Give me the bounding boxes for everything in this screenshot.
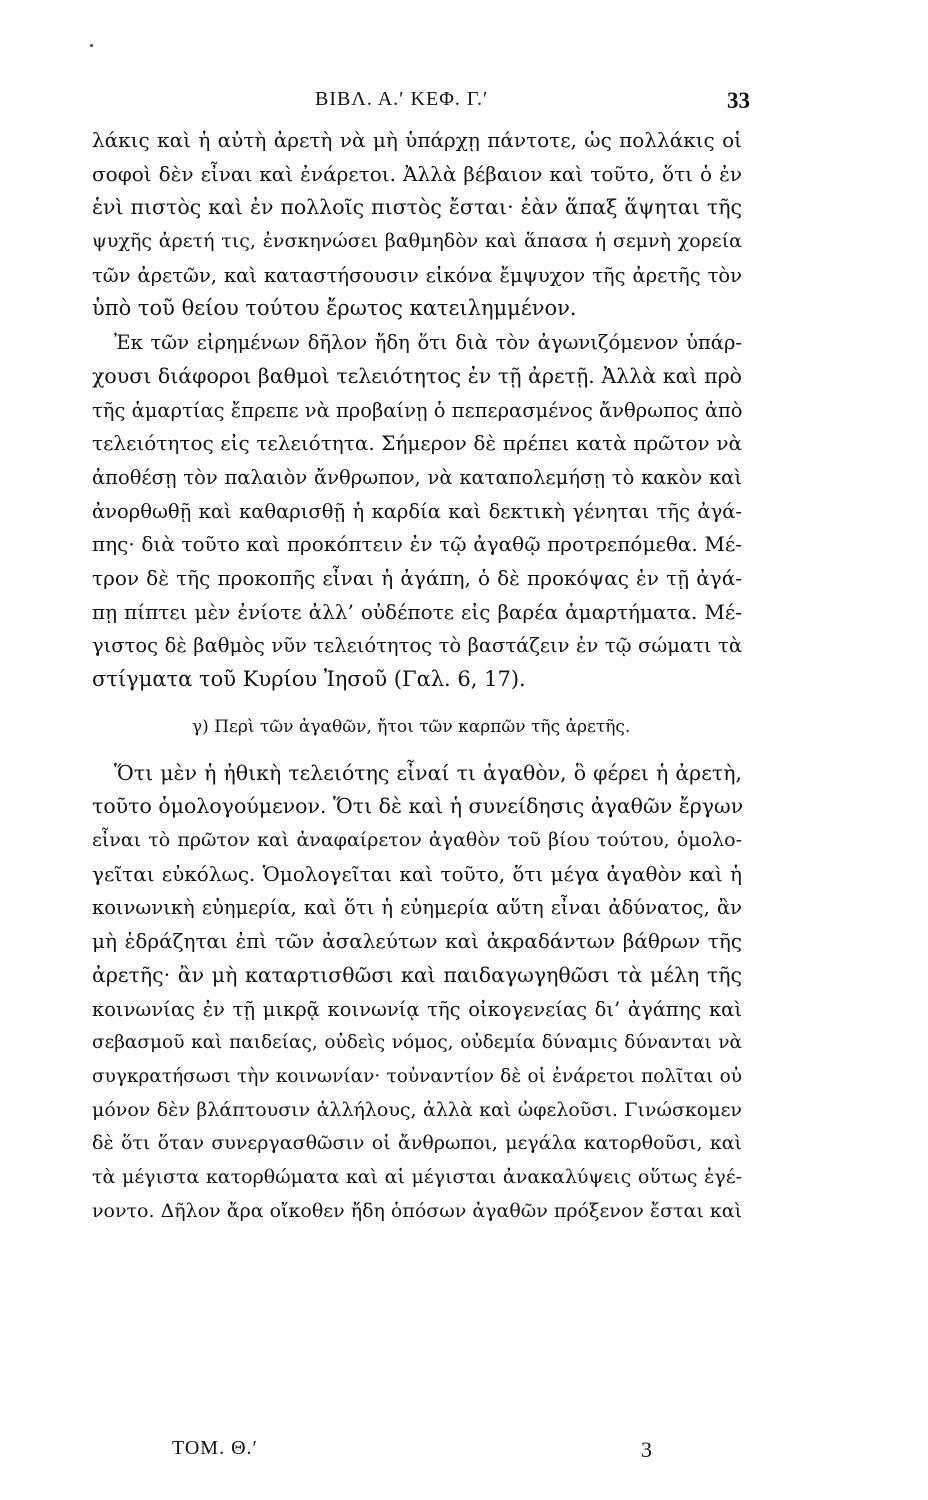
paragraph-start-line: Ἐκ τῶν εἰρημένων δῆλον ἤδη ὅτι διὰ τὸν ἀγωνιζόμενον ὑπάρ- bbox=[114, 331, 742, 355]
text-line: τῶν ἀρετῶν, καὶ καταστήσουσιν εἰκόνα ἔμψυχον τῆς ἀρετῆς τὸν bbox=[92, 263, 742, 287]
text-line: κοινωνικὴ εὐημερία, καὶ ὅτι ἡ εὐημερία αὕτη εἶναι ἀδύνατος, ἂν bbox=[92, 896, 742, 920]
text-line: τρον δὲ τῆς προκοπῆς εἶναι ἡ ἀγάπη, ὁ δὲ προκόψας ἐν τῇ ἀγά- bbox=[92, 565, 742, 590]
paragraph-start-line: Ὅτι μὲν ἡ ἠθικὴ τελειότης εἶναί τι ἀγαθὸν, ὃ φέρει ἡ ἀρετὴ, bbox=[114, 760, 742, 785]
body-text bbox=[92, 124, 742, 1228]
page-header bbox=[90, 84, 750, 114]
text-line: εἶναι τὸ πρῶτον καὶ ἀναφαίρετον ἀγαθὸν τοῦ βίου τούτου, ὁμολο- bbox=[92, 829, 742, 852]
text-line: συγκρατήσωσι τὴν κοινωνίαν· τοὐναντίον δὲ οἱ ἐνάρετοι πολῖται οὐ bbox=[92, 1065, 742, 1087]
page-number: 33 bbox=[727, 88, 750, 113]
text-line: χουσι διάφοροι βαθμοὶ τελειότητος ἐν τῇ ἀρετῇ. Ἀλλὰ καὶ πρὸ bbox=[92, 363, 742, 388]
text-line: κοινωνίας ἐν τῇ μικρᾷ κοινωνίᾳ τῆς οἰκογενείας δι’ ἀγάπης καὶ bbox=[92, 997, 742, 1021]
text-line: πης· διὰ τοῦτο καὶ προκόπτειν ἐν τῷ ἀγαθῷ προτρεπόμεθα. Μέ- bbox=[92, 532, 742, 557]
text-line: σεβασμοῦ καὶ παιδείας, οὐδεὶς νόμος, οὐδεμία δύναμις δύνανται νὰ bbox=[92, 1032, 742, 1054]
text-line: τελειότητος εἰς τελειότητα. Σήμερον δὲ πρέπει κατὰ πρῶτον νὰ bbox=[92, 431, 742, 456]
text-line: μὴ ἑδράζηται ἐπὶ τῶν ἀσαλεύτων καὶ ἀκραδάντων βάθρων τῆς bbox=[92, 929, 742, 954]
text-line: στίγματα τοῦ Κυρίου Ἰησοῦ (Γαλ. 6, 17). bbox=[92, 667, 526, 691]
text-line: λάκις καὶ ἡ αὐτὴ ἀρετὴ νὰ μὴ ὑπάρχῃ πάντοτε, ὡς πολλάκις οἱ bbox=[92, 128, 742, 152]
text-line: τοῦτο ὁμολογούμενον. Ὅτι δὲ καὶ ἡ συνείδησις ἀγαθῶν ἔργων bbox=[92, 794, 744, 819]
text-line: σοφοὶ δὲν εἶναι καὶ ἐνάρετοι. Ἀλλὰ βέβαιον καὶ τοῦτο, ὅτι ὁ ἐν bbox=[92, 161, 742, 186]
text-line: γεῖται εὐκόλως. Ὁμολογεῖται καὶ τοῦτο, ὅτι μέγα ἀγαθὸν καὶ ἡ bbox=[92, 861, 742, 886]
volume-signature: ΤΟΜ. Θ.′ bbox=[172, 1437, 258, 1459]
text-line: τῆς ἁμαρτίας ἔπρεπε νὰ προβαίνῃ ὁ πεπερασμένος ἄνθρωπος ἀπὸ bbox=[92, 398, 743, 422]
ink-speck bbox=[90, 44, 93, 47]
text-line: ἀποθέσῃ τὸν παλαιὸν ἄνθρωπον, νὰ καταπολεμήσῃ τὸ κακὸν καὶ bbox=[92, 465, 742, 489]
text-line: δὲ ὅτι ὅταν συνεργασθῶσιν οἱ ἄνθρωποι, μεγάλα κατορθοῦσι, καὶ bbox=[92, 1132, 742, 1155]
text-line: ἑνὶ πιστὸς καὶ ἐν πολλοῖς πιστὸς ἔσται· ἐὰν ἅπαξ ἅψηται τῆς bbox=[92, 195, 742, 220]
text-line: ἀνορθωθῇ καὶ καθαρισθῇ ἡ καρδία καὶ δεκτικὴ γένηται τῆς ἀγά- bbox=[92, 499, 742, 523]
text-line: γιστος δὲ βαθμὸς νῦν τελειότητος τὸ βαστάζειν ἐν τῷ σώματι τὰ bbox=[92, 634, 742, 658]
text-line: μόνον δὲν βλάπτουσιν ἀλλήλους, ἀλλὰ καὶ ὠφελοῦσι. Γινώσκομεν bbox=[92, 1098, 742, 1121]
text-line: ψυχῆς ἀρετή τις, ἐνσκηνώσει βαθμηδὸν καὶ ἅπασα ἡ σεμνὴ χορεία bbox=[92, 230, 742, 253]
text-line: ἀρετῆς· ἂν μὴ καταρτισθῶσι καὶ παιδαγωγηθῶσι τὰ μέλη τῆς bbox=[92, 962, 742, 987]
sheet-number: 3 bbox=[641, 1437, 652, 1462]
text-line: τὰ μέγιστα κατορθώματα καὶ αἱ μέγισται ἀνακαλύψεις οὕτως ἐγέ- bbox=[92, 1165, 742, 1188]
section-heading: γ) Περὶ τῶν ἀγαθῶν, ἤτοι τῶν καρπῶν τῆς ἀρετῆς. bbox=[192, 716, 631, 737]
page-footer bbox=[172, 1437, 652, 1467]
text-line: πῃ πίπτει μὲν ἐνίοτε ἀλλ’ οὐδέποτε εἰς βαρέα ἁμαρτήματα. Μέ- bbox=[92, 599, 742, 624]
running-head: ΒΙΒΛ. Α.′ ΚΕΦ. Γ.′ bbox=[315, 88, 489, 110]
text-line: νοντο. Δῆλον ἄρα οἴκοθεν ἤδη ὁπόσων ἀγαθῶν πρόξενον ἔσται καὶ bbox=[92, 1199, 743, 1222]
text-line: ὑπὸ τοῦ θείου τούτου ἔρωτος κατειλημμένον. bbox=[92, 296, 577, 321]
